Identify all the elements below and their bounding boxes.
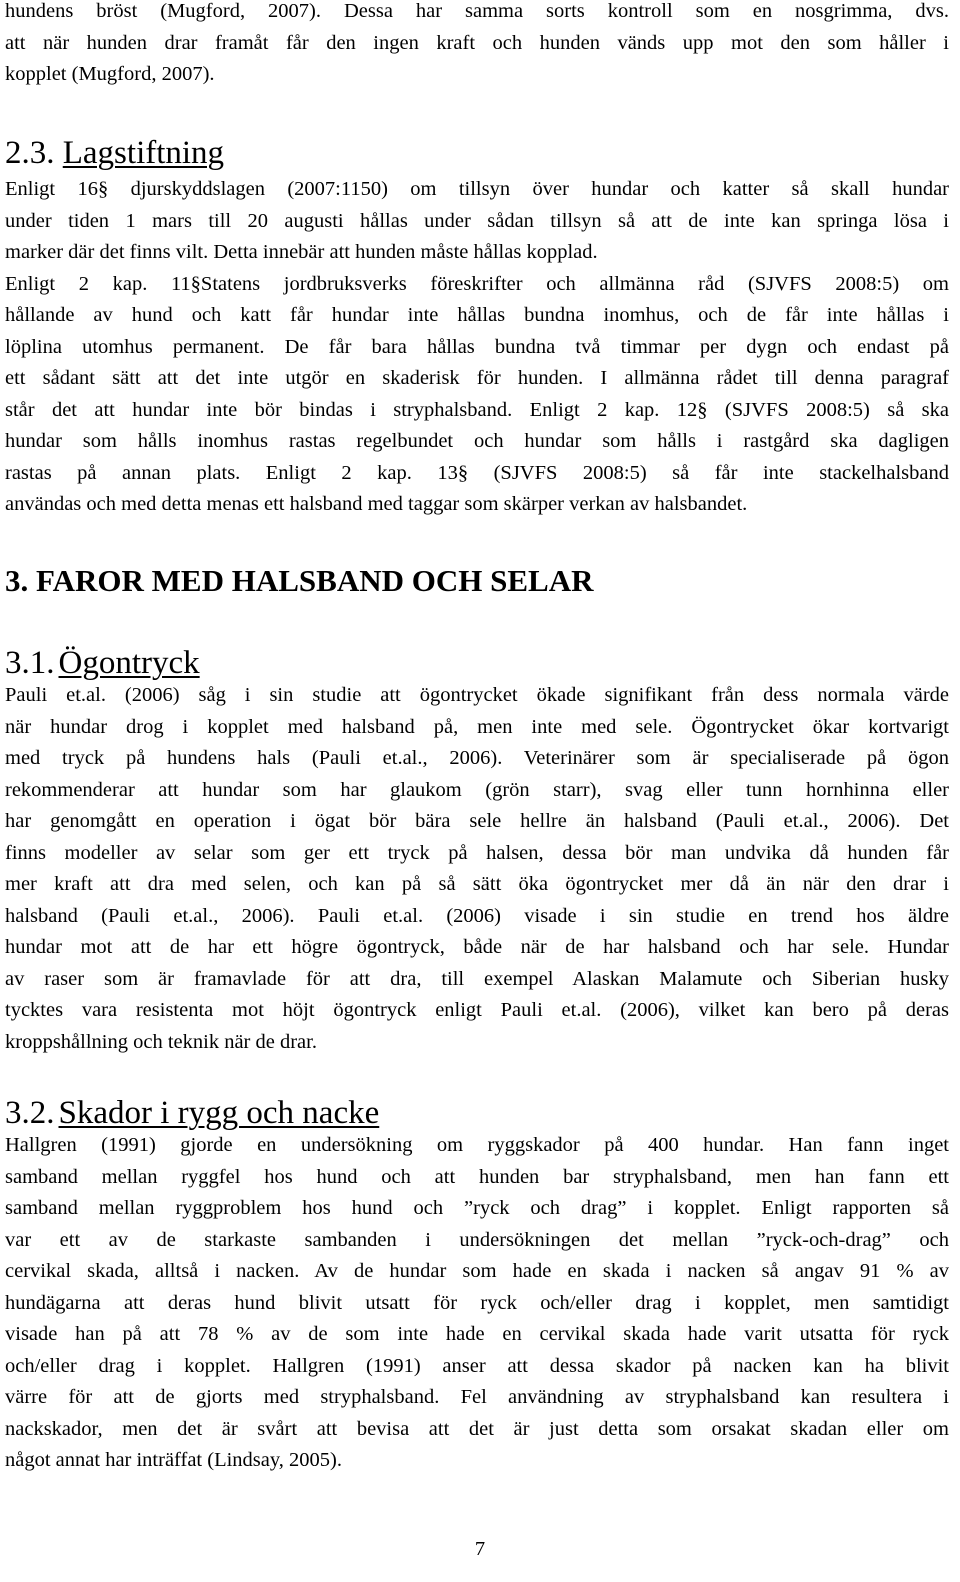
text-line: av raser som är framavlade för att dra, till exempel Alaskan Malamute och Siberian husky [5,967,949,990]
intro-paragraph [5,0,949,91]
text-line: tycktes vara resistenta mot höjt ögontryck enligt Pauli et.al. (2006), vilket kan bero på deras [5,999,949,1021]
section-heading-3-1 [5,643,949,683]
text-line: hundens bröst (Mugford, 2007). Dessa har samma sorts kontroll som en nosgrimma, dvs. [5,0,949,22]
text-line: samband mellan ryggproblem hos hund och ”ryck och drag” i kopplet. Enligt rapporten så [5,1197,949,1219]
text-line: cervikal skada, alltså i nacken. Av de hundar som hade en skada i nacken så angav 91 % av [5,1260,949,1282]
section-3-1-body [5,680,949,1058]
text-line: samband mellan ryggfel hos hund och att hunden bar stryphalsband, men han fann ett [5,1165,949,1188]
text-line: rekommenderar att hundar som har glaukom (grön starr), svag eller tunn hornhinna eller [5,778,949,801]
text-line: mer kraft att dra med selen, och kan på så sätt öka ögontrycket mer då än när den drar i [5,873,949,895]
text-line: nackskador, men det är svårt att bevisa att det är just detta som orsakat skadan eller om [5,1417,949,1440]
text-line: under tiden 1 mars till 20 augusti hållas under sådan tillsyn så att de inte kan springa lösa i [5,209,949,232]
text-line: visade han på att 78 % av de som inte hade en cervikal skada hade varit utsatta för ryck [5,1323,949,1345]
text-line: något annat har inträffat (Lindsay, 2005). [5,1449,342,1471]
text-line: hundar som hålls inomhus rastas regelbundet och hundar som hålls i rastgård ska dagligen [5,430,949,452]
page-number: 7 [474,1538,486,1560]
heading-title: Ögontryck [58,645,200,681]
text-line: var ett av de starkaste sambanden i undersökningen det mellan ”ryck-och-drag” och [5,1228,949,1251]
text-line: värre för att de gjorts med stryphalsband. Fel användning av stryphalsband kan resultera i [5,1386,949,1408]
text-line: användas och med detta menas ett halsband med taggar som skärper verkan av halsbandet. [5,493,748,515]
text-line: kroppshållning och teknik när de drar. [5,1030,317,1053]
text-line: ett sådant sätt att det inte utgör en skaderisk för hunden. I allmänna rådet till denna paragraf [5,367,949,389]
text-line: och/eller drag i kopplet. Hallgren (1991) anser att dessa skador på nacken kan ha blivit [5,1354,949,1377]
text-line: Enligt 16§ djurskyddslagen (2007:1150) om tillsyn över hundar och katter så skall hundar [5,178,949,200]
text-line: marker där det finns vilt. Detta innebär att hunden måste hållas kopplad. [5,241,598,263]
text-line: med tryck på hundens hals (Pauli et.al., 2006). Veterinärer som är specialiserade på ögon [5,747,949,769]
text-line: hundägarna att deras hund blivit utsatt för ryck och/eller drag i kopplet, men samtidigt [5,1291,949,1314]
text-line: hundar mot att de har ett högre ögontryck, både när de har halsband och har sele. Hundar [5,936,949,958]
text-line: hållande av hund och katt får hundar inte hållas bundna inomhus, och de får inte hållas i [5,304,949,326]
heading-number: 3.1. [5,645,55,681]
chapter-title: 3. FAROR MED HALSBAND OCH SELAR [5,563,594,598]
text-line: har genomgått en operation i ögat bör bära sele hellre än halsband (Pauli et.al., 2006). Det [5,810,949,832]
section-heading-3 [5,561,949,601]
text-line: Pauli et.al. (2006) såg i sin studie att ögontrycket ökade signifikant från dess normala värde [5,684,949,706]
text-line: halsband (Pauli et.al., 2006). Pauli et.al. (2006) visade i sin studie en trend hos äldre [5,904,949,927]
heading-title: Skador i rygg och nacke [58,1095,380,1131]
heading-title: Lagstiftning [62,135,225,171]
section-2-3-body [5,174,949,521]
text-line: rastas på annan plats. Enligt 2 kap. 13§ (SJVFS 2008:5) så får inte stackelhalsband [5,461,949,484]
text-line: finns modeller av selar som ger ett tryck på halsen, dessa bör man undvika då hunden får [5,841,949,864]
heading-number: 2.3. [5,135,55,171]
text-line: när hundar drog i kopplet med halsband på, men inte med sele. Ögontrycket ökar kortvarigt [5,715,949,738]
heading-number: 3.2. [5,1095,55,1131]
text-line: Enligt 2 kap. 11§Statens jordbruksverks föreskrifter och allmänna råd (SJVFS 2008:5) om [5,272,949,295]
text-line: kopplet (Mugford, 2007). [5,63,215,85]
section-heading-3-2 [5,1093,949,1133]
text-line: står det att hundar inte bör bindas i stryphalsband. Enligt 2 kap. 12§ (SJVFS 2008:5) så ska [5,398,949,421]
text-line: att när hunden drar framåt får den ingen kraft och hunden vänds upp mot den som håller i [5,31,949,54]
text-line: Hallgren (1991) gjorde en undersökning om ryggskador på 400 hundar. Han fann inget [5,1134,949,1156]
section-heading-2-3 [5,133,949,173]
section-3-2-body [5,1130,949,1477]
text-line: löplina utomhus permanent. De får bara hållas bundna två timmar per dygn och endast på [5,335,949,358]
